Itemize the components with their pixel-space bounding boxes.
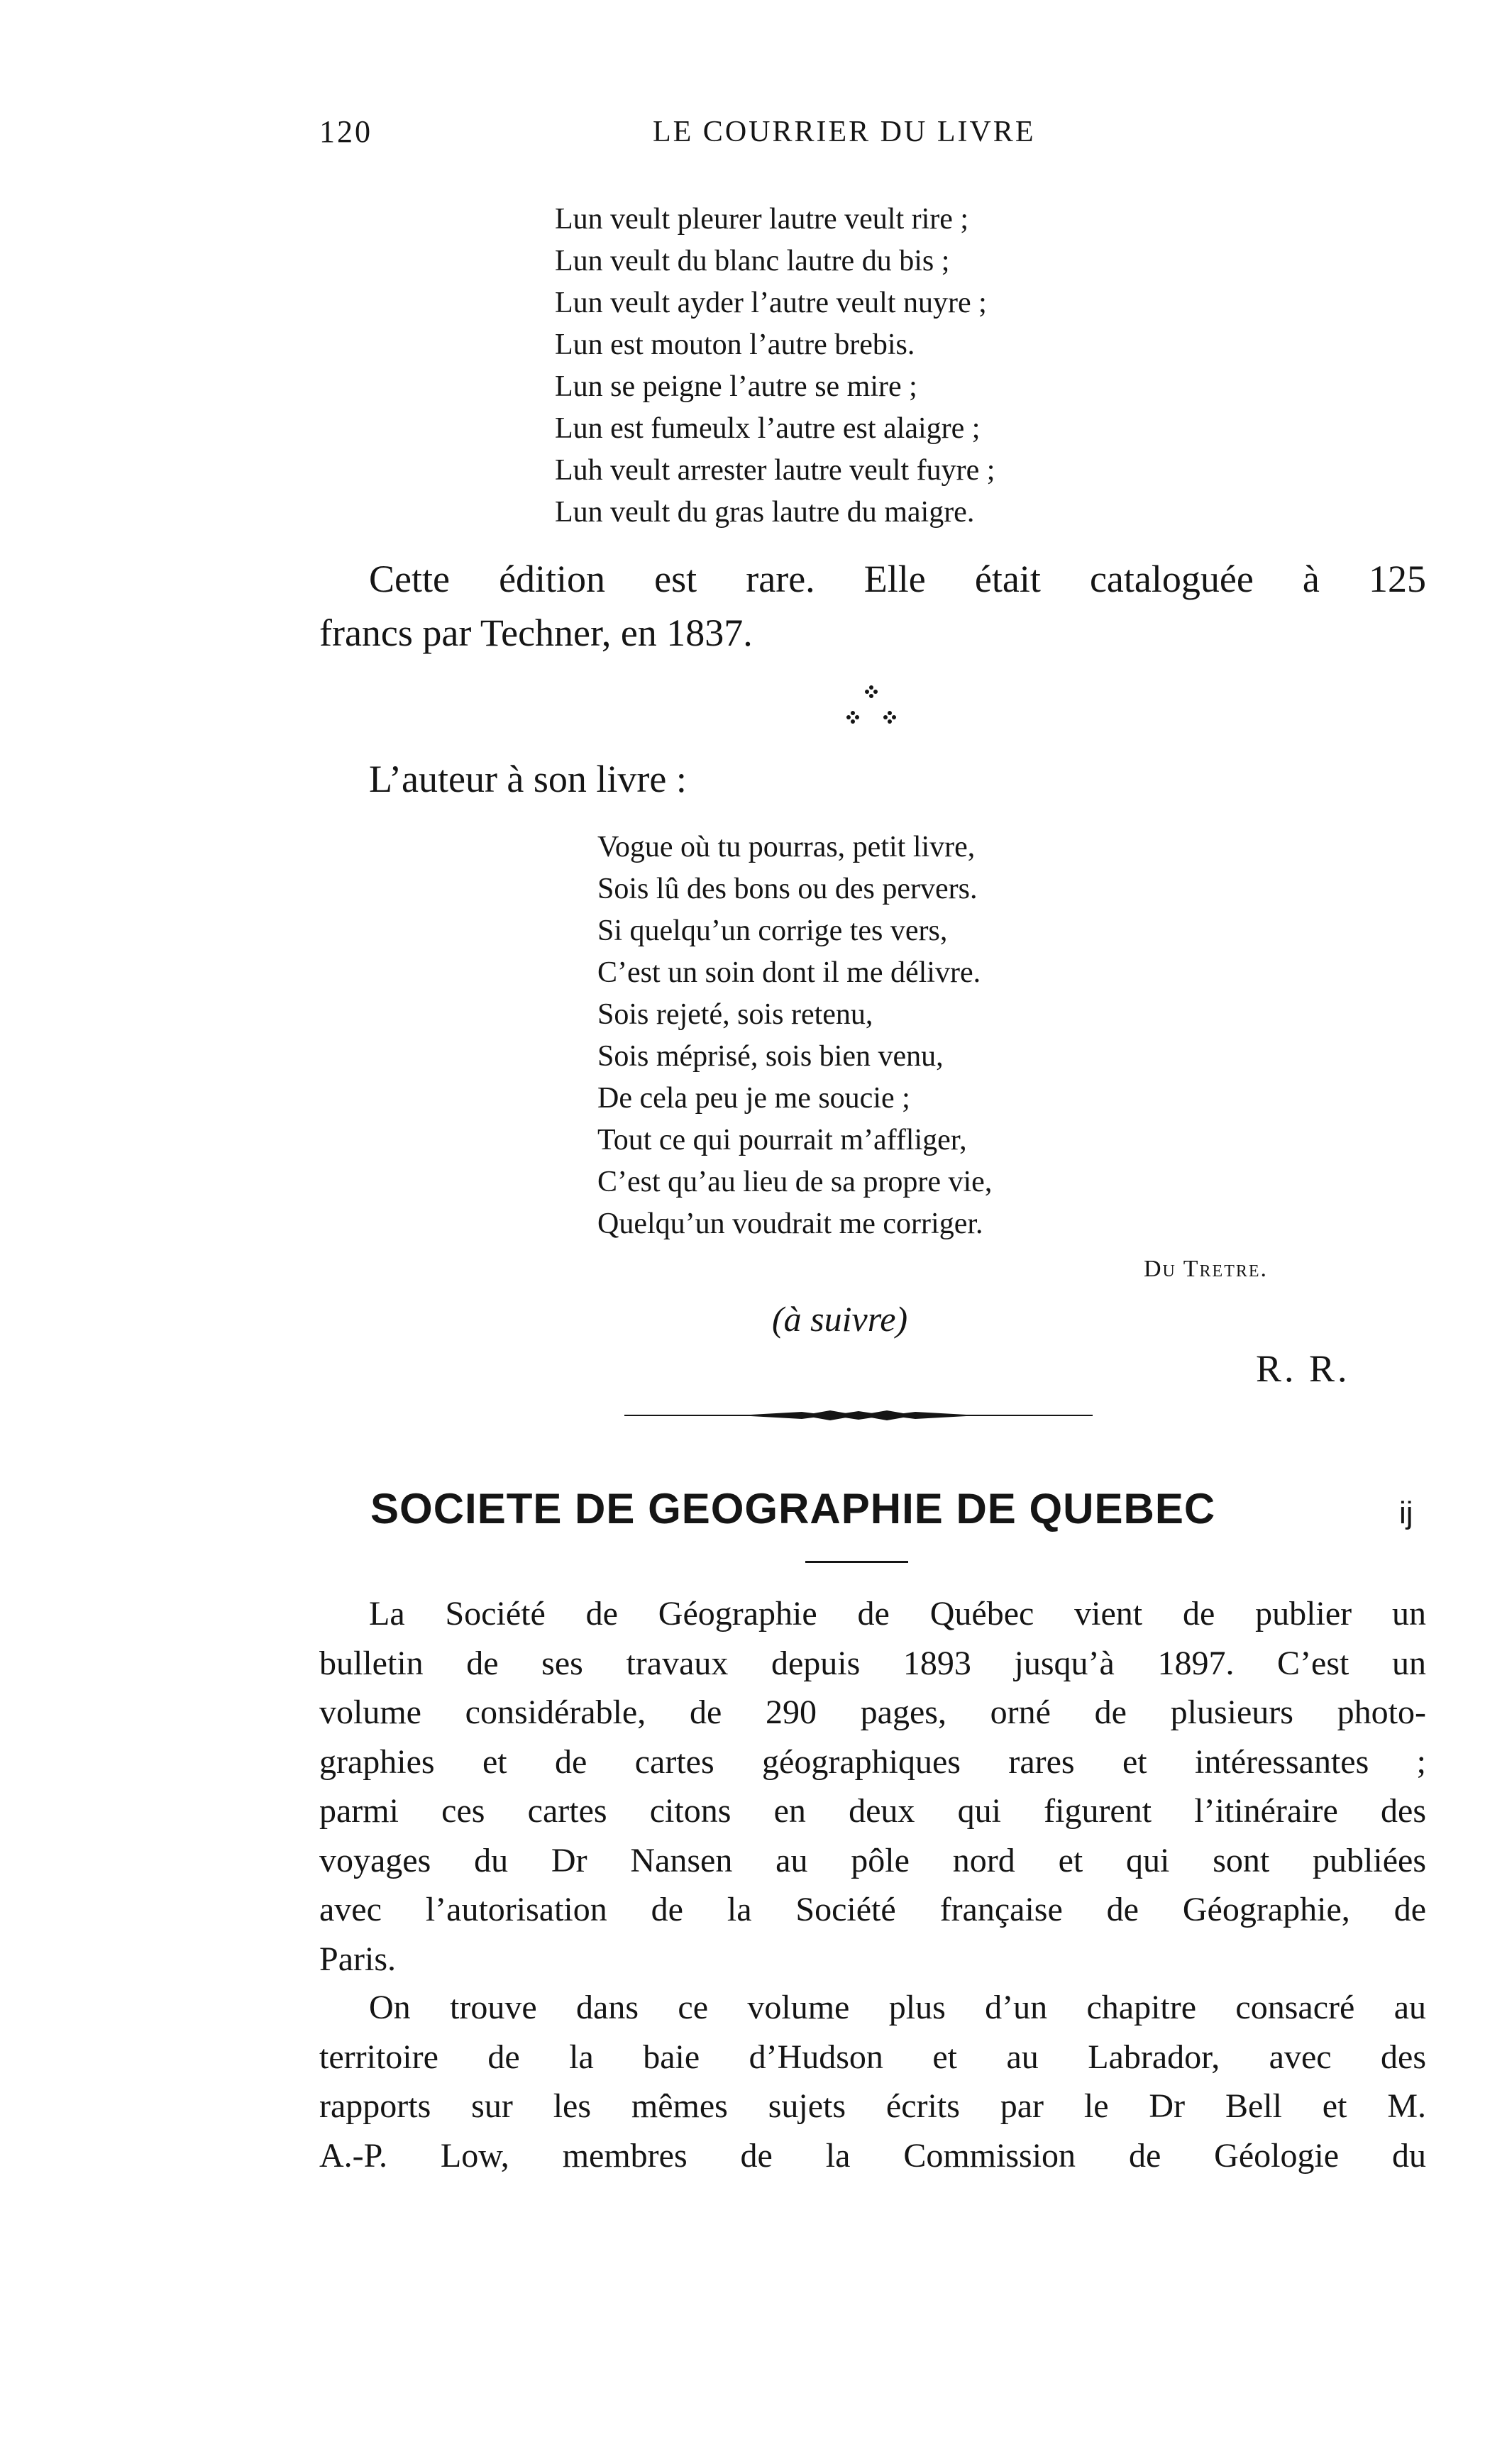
paragraph-line: parmi ces cartes citons en deux qui figurent l’itinéraire des bbox=[319, 1792, 1426, 1830]
poem-vogue bbox=[597, 827, 992, 1245]
poem-line: Quelqu’un voudrait me corriger. bbox=[597, 1208, 983, 1240]
poem-signature: Du Tretre. bbox=[1144, 1256, 1269, 1282]
poem-line: Sois méprisé, sois bien venu, bbox=[597, 1040, 944, 1073]
running-title: LE COURRIER DU LIVRE bbox=[653, 116, 1036, 148]
poem-line: Lun veult ayder l’autre veult nuyre ; bbox=[555, 287, 987, 319]
paragraph-line: bulletin de ses travaux depuis 1893 jusqu’à 1897. C’est un bbox=[319, 1644, 1426, 1682]
poem-intro: L’auteur à son livre : bbox=[369, 758, 687, 800]
section-heading: SOCIETE DE GEOGRAPHIE DE QUEBEC bbox=[370, 1485, 1216, 1532]
poem-lun-veult bbox=[555, 199, 995, 534]
poem-line: Lun veult du blanc lautre du bis ; bbox=[555, 245, 950, 277]
poem-line: Tout ce qui pourrait m’affliger, bbox=[597, 1124, 967, 1156]
rare-edition-line-2: francs par Techner, en 1837. bbox=[319, 612, 753, 654]
poem-line: Lun veult du gras lautre du maigre. bbox=[555, 496, 975, 529]
continued-note: (à suivre) bbox=[772, 1299, 908, 1339]
paragraph-line: On trouve dans ce volume plus d’un chapitre consacré au bbox=[369, 1989, 1426, 2026]
heading-rule bbox=[805, 1561, 908, 1563]
paragraph-line: A.-P. Low, membres de la Commission de Géologie du bbox=[319, 2136, 1426, 2175]
page-number: 120 bbox=[319, 114, 372, 149]
paragraph-line: volume considérable, de 290 pages, orné de plusieurs photo- bbox=[319, 1694, 1426, 1731]
poem-line: Lun est mouton l’autre brebis. bbox=[555, 328, 915, 361]
poem-line: Vogue où tu pourras, petit livre, bbox=[597, 831, 976, 863]
poem-line: Sois rejeté, sois retenu, bbox=[597, 998, 873, 1031]
paragraph-line: graphies et de cartes géographiques rares et intéressantes ; bbox=[319, 1742, 1426, 1781]
poem-line: Lun est fumeulx l’autre est alaigre ; bbox=[555, 412, 981, 445]
heading-mark: ij bbox=[1399, 1496, 1413, 1530]
section-paragraph-1 bbox=[319, 1589, 1426, 1984]
asterism-ornament bbox=[837, 678, 908, 734]
paragraph-line: avec l’autorisation de la Société française de Géographie, de bbox=[319, 1891, 1426, 1928]
poem-line: Sois lû des bons ou des pervers. bbox=[597, 873, 978, 905]
poem-line: Lun se peigne l’autre se mire ; bbox=[555, 370, 917, 403]
paragraph-line: territoire de la baie d’Hudson et au Labrador, avec des bbox=[319, 2038, 1426, 2076]
poem-line: Si quelqu’un corrige tes vers, bbox=[597, 915, 948, 947]
ornamental-rule bbox=[624, 1405, 1093, 1426]
poem-line: Luh veult arrester lautre veult fuyre ; bbox=[555, 454, 995, 487]
rare-edition-line-1: Cette édition est rare. Elle était cataloguée à 125 bbox=[369, 558, 1426, 600]
section-paragraph-2 bbox=[319, 1983, 1426, 2180]
poem-line: De cela peu je me soucie ; bbox=[597, 1082, 910, 1115]
paragraph-line: Paris. bbox=[319, 1940, 396, 1978]
author-initials: R. R. bbox=[1256, 1347, 1350, 1390]
poem-line: C’est qu’au lieu de sa propre vie, bbox=[597, 1166, 993, 1198]
paragraph-line: voyages du Dr Nansen au pôle nord et qui sont publiées bbox=[319, 1841, 1426, 1879]
poem-line: C’est un soin dont il me délivre. bbox=[597, 956, 981, 989]
paragraph-line: rapports sur les mêmes sujets écrits par le Dr Bell et M. bbox=[319, 2087, 1426, 2125]
paragraph-line: La Société de Géographie de Québec vient de publier un bbox=[369, 1595, 1426, 1632]
poem-line: Lun veult pleurer lautre veult rire ; bbox=[555, 203, 969, 236]
